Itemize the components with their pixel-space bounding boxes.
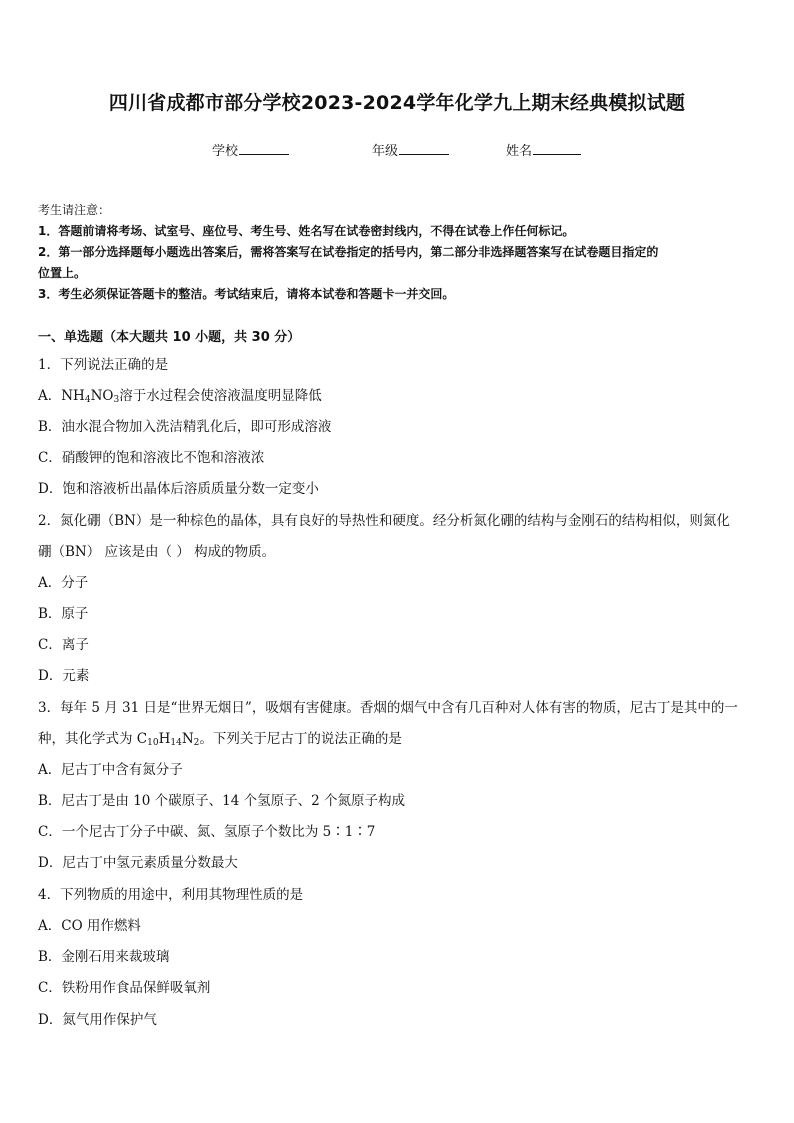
question-2-option-d: D．元素 (38, 668, 90, 684)
exam-notice (38, 200, 763, 305)
section-title: 一、单选题（本大题共 10 小题，共 30 分） (38, 330, 301, 345)
question-3-option-b: B．尼古丁是由 10 个碳原子、14 个氢原子、2 个氮原子构成 (38, 793, 406, 809)
question-3-option-c: C．一个尼古丁分子中碳、氮、氢原子个数比为 5∶1∶7 (38, 824, 376, 840)
notice-item: 1．答题前请将考场、试室号、座位号、考生号、姓名写在试卷密封线内，不得在试卷上作任何标记。 (38, 224, 575, 238)
school-field (212, 140, 289, 159)
question-4-option-b: B．金刚石用来裁玻璃 (38, 949, 170, 965)
notice-item: 2．第一部分选择题每小题选出答案后，需将答案写在试卷指定的括号内，第二部分非选择题答案写在试卷题目指定的 (38, 245, 659, 259)
question-4-stem: 4．下列物质的用途中，利用其物理性质的是 (38, 887, 304, 903)
question-2-option-c: C．离子 (38, 637, 89, 653)
question-2-stem-line-2: 硼（BN） 应该是由（ ） 构成的物质。 (38, 544, 276, 560)
notice-item: 3．考生必须保证答题卡的整洁。考试结束后，请将本试卷和答题卡一并交回。 (38, 287, 455, 301)
question-1-stem: 1．下列说法正确的是 (38, 357, 169, 373)
question-1-option-c: C．硝酸钾的饱和溶液比不饱和溶液浓 (38, 450, 265, 466)
question-3-stem-line-1: 3．每年 5 月 31 日是“世界无烟日”，吸烟有害健康。香烟的烟气中含有几百种对人体有害的物质，尼古丁是其中的一 (38, 700, 738, 716)
question-1-option-d: D．饱和溶液析出晶体后溶质质量分数一定变小 (38, 481, 319, 497)
name-blank (533, 140, 581, 155)
notice-heading: 考生请注意： (38, 203, 111, 217)
question-1-option-a: A．$NH_4NO_3$溶于水过程会使溶液温度明显降低 (38, 388, 322, 405)
question-4-option-d: D．氮气用作保护气 (38, 1012, 157, 1028)
notice-item: 位置上。 (38, 266, 87, 280)
school-blank (239, 140, 289, 155)
name-field (506, 140, 581, 159)
question-2-option-a: A．分子 (38, 575, 89, 591)
grade-blank (399, 140, 449, 155)
grade-label: 年级 (372, 144, 399, 159)
question-1-option-b: B．油水混合物加入洗洁精乳化后，即可形成溶液 (38, 419, 332, 435)
question-3-option-a: A．尼古丁中含有氮分子 (38, 762, 183, 778)
question-3-stem-line-2: 种，其化学式为 $C_{10}H_{14}N_2$。下列关于尼古丁的说法正确的是 (38, 731, 402, 748)
school-label: 学校 (212, 144, 239, 159)
grade-field (372, 140, 449, 159)
name-label: 姓名 (506, 144, 533, 159)
question-3-option-d: D．尼古丁中氢元素质量分数最大 (38, 855, 238, 871)
question-2-stem-line-1: 2．氮化硼（BN）是一种棕色的晶体，具有良好的导热性和硬度。经分析氮化硼的结构与金刚石的结构相似，则氮化 (38, 513, 730, 529)
question-4-option-a: A．CO 用作燃料 (38, 918, 141, 934)
page-title: 四川省成都市部分学校2023-2024学年化学九上期末经典模拟试题 (108, 92, 686, 114)
question-4-option-c: C．铁粉用作食品保鲜吸氧剂 (38, 980, 211, 996)
student-info-row (0, 140, 794, 162)
question-2-option-b: B．原子 (38, 606, 89, 622)
